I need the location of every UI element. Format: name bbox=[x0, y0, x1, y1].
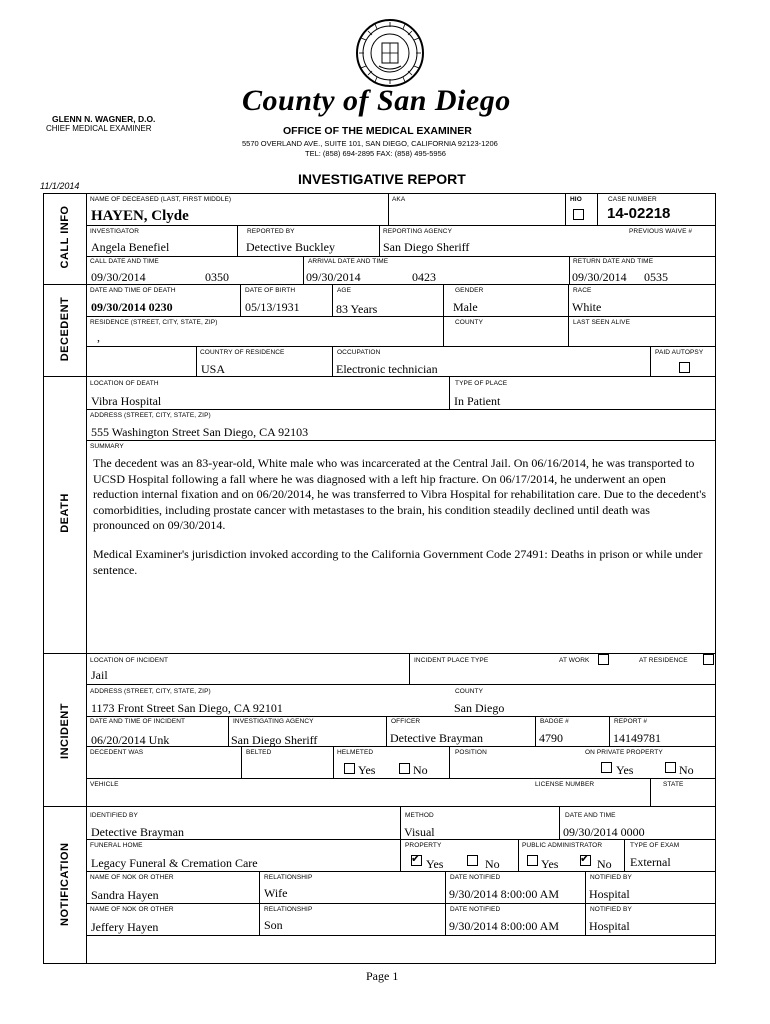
label-country: COUNTRY OF RESIDENCE bbox=[200, 349, 285, 356]
summary-paragraph: The decedent was an 83-year-old, White male who was incarcerated at the Central Jail. On 06/16/2014, he was transported to UCSD Hospital following a fall where he was diagnosed with a left hip fracture. On 06/17/2014, he underwent an open reduction internal fixation and on 06/20/2014, he was transferred to Vibra Hospital for rehabilitation care. Due to the decedent's comorbidities, including prostate cancer with metastases to the brain, his condition steadily declined until death was pronounced on 09/30/2014. bbox=[93, 456, 707, 532]
nok1-relationship: Wife bbox=[264, 886, 288, 900]
label-incident-date-time: DATE AND TIME OF INCIDENT bbox=[90, 718, 186, 725]
office-address: 5570 OVERLAND AVE., SUITE 101, SAN DIEGO, CALIFORNIA 92123-1206 bbox=[242, 139, 498, 148]
at-residence-checkbox[interactable] bbox=[703, 654, 714, 665]
officer: Detective Brayman bbox=[390, 731, 483, 745]
report-number: 14149781 bbox=[613, 731, 661, 745]
type-of-place: In Patient bbox=[454, 394, 501, 408]
age: 83 Years bbox=[336, 302, 378, 316]
incident-county: San Diego bbox=[454, 701, 505, 715]
label-arrival-date-time: ARRIVAL DATE AND TIME bbox=[308, 258, 389, 265]
gender: Male bbox=[453, 300, 478, 314]
public-admin-no-check-icon: ✔ bbox=[580, 852, 590, 865]
summary-jurisdiction: Medical Examiner's jurisdiction invoked according to the California Government Code 27491: Deaths in prison or while under sentence. bbox=[93, 547, 703, 577]
label-incident-address: ADDRESS (STREET, CITY, STATE, ZIP) bbox=[90, 688, 211, 695]
section-divider bbox=[43, 653, 716, 654]
label-funeral-home: FUNERAL HOME bbox=[90, 842, 143, 849]
label-call-date-time: CALL DATE AND TIME bbox=[90, 258, 159, 265]
arrival-time: 0423 bbox=[412, 270, 436, 284]
return-date: 09/30/2014 bbox=[572, 270, 627, 284]
paid-autopsy-checkbox[interactable] bbox=[679, 362, 690, 373]
label-report-number: REPORT # bbox=[614, 718, 648, 725]
label-date-notified: DATE NOTIFIED bbox=[450, 874, 501, 881]
col-line bbox=[559, 806, 560, 839]
col-line bbox=[196, 346, 197, 376]
label-id-date-time: DATE AND TIME bbox=[565, 812, 616, 819]
label-decedent-was: DECEDENT WAS bbox=[90, 749, 144, 756]
row-line bbox=[86, 684, 716, 685]
label-residence: RESIDENCE (STREET, CITY, STATE, ZIP) bbox=[90, 319, 218, 326]
label-return-date-time: RETURN DATE AND TIME bbox=[573, 258, 654, 265]
label-investigating-agency: INVESTIGATING AGENCY bbox=[233, 718, 314, 725]
race: White bbox=[572, 300, 602, 314]
office-phone: TEL: (858) 694-2895 FAX: (858) 495-5956 bbox=[305, 149, 446, 158]
call-date: 09/30/2014 bbox=[91, 270, 146, 284]
at-work-checkbox[interactable] bbox=[598, 654, 609, 665]
label-age: AGE bbox=[337, 287, 352, 294]
label-summary: SUMMARY bbox=[90, 443, 124, 450]
private-no-checkbox[interactable] bbox=[665, 762, 676, 773]
label-nok-name: NAME OF NOK OR OTHER bbox=[90, 874, 174, 881]
method: Visual bbox=[404, 825, 435, 839]
examiner-name: GLENN N. WAGNER, D.O. bbox=[52, 114, 156, 124]
label-incident-place-type: INCIDENT PLACE TYPE bbox=[414, 657, 489, 664]
label-nok2-notified-by: NOTIFIED BY bbox=[590, 906, 632, 913]
label-date-time-death: DATE AND TIME OF DEATH bbox=[90, 287, 176, 294]
label-vehicle: VEHICLE bbox=[90, 781, 119, 788]
reporting-agency: San Diego Sheriff bbox=[383, 240, 470, 254]
col-line bbox=[241, 746, 242, 778]
label-property: PROPERTY bbox=[405, 842, 442, 849]
row-line bbox=[86, 225, 716, 226]
office-title: OFFICE OF THE MEDICAL EXAMINER bbox=[283, 125, 472, 137]
col-line bbox=[443, 284, 444, 346]
label-hio: HIO bbox=[570, 196, 582, 203]
label-public-administrator: PUBLIC ADMINISTRATOR bbox=[522, 842, 603, 849]
label-investigator: INVESTIGATOR bbox=[90, 228, 139, 235]
col-line bbox=[400, 806, 401, 871]
arrival-date: 09/30/2014 bbox=[306, 270, 361, 284]
label-position: POSITION bbox=[455, 749, 487, 756]
property-yes-check-icon: ✔ bbox=[411, 852, 421, 865]
label-reporting-agency: REPORTING AGENCY bbox=[383, 228, 453, 235]
label-death-address: ADDRESS (STREET, CITY, STATE, ZIP) bbox=[90, 412, 211, 419]
row-line bbox=[86, 316, 716, 317]
type-of-exam: External bbox=[630, 855, 671, 869]
col-line bbox=[650, 778, 651, 806]
label-notified-by: NOTIFIED BY bbox=[590, 874, 632, 881]
case-number: 14-02218 bbox=[607, 205, 671, 222]
location-of-incident: Jail bbox=[91, 668, 108, 682]
report-title: INVESTIGATIVE REPORT bbox=[298, 171, 466, 187]
helmeted-no-label: No bbox=[413, 763, 428, 777]
helmeted-no-checkbox[interactable] bbox=[399, 763, 410, 774]
col-line bbox=[650, 346, 651, 376]
label-aka: AKA bbox=[392, 196, 406, 203]
col-line bbox=[333, 746, 334, 778]
label-race: RACE bbox=[573, 287, 592, 294]
row-line bbox=[86, 440, 716, 441]
nok1-date-notified: 9/30/2014 8:00:00 AM bbox=[449, 887, 560, 901]
col-line bbox=[535, 716, 536, 746]
nok2-notified-by: Hospital bbox=[589, 919, 630, 933]
col-line bbox=[409, 653, 410, 684]
label-date-of-birth: DATE OF BIRTH bbox=[245, 287, 296, 294]
section-notification: NOTIFICATION bbox=[59, 842, 71, 926]
property-no-label: No bbox=[485, 857, 500, 871]
col-line bbox=[597, 193, 598, 225]
private-no-label: No bbox=[679, 763, 694, 777]
col-line bbox=[303, 256, 304, 284]
report-date: 11/1/2014 bbox=[40, 181, 80, 191]
investigating-agency: San Diego Sheriff bbox=[231, 733, 318, 747]
funeral-home: Legacy Funeral & Cremation Care bbox=[91, 856, 258, 870]
label-county: COUNTY bbox=[455, 319, 484, 326]
label-officer: OFFICER bbox=[391, 718, 421, 725]
label-type-of-place: TYPE OF PLACE bbox=[455, 380, 508, 387]
section-column-divider bbox=[86, 193, 87, 964]
label-nok-relationship: RELATIONSHIP bbox=[264, 874, 313, 881]
col-line bbox=[569, 256, 570, 284]
public-admin-yes-checkbox[interactable] bbox=[527, 855, 538, 866]
row-line bbox=[86, 778, 716, 779]
residence: , bbox=[97, 330, 100, 344]
row-line bbox=[86, 903, 716, 904]
section-divider bbox=[43, 806, 716, 807]
col-line bbox=[565, 193, 566, 225]
label-paid-autopsy: PAID AUTOPSY bbox=[655, 349, 704, 356]
label-gender: GENDER bbox=[455, 287, 484, 294]
col-line bbox=[240, 284, 241, 316]
label-previous-waive: PREVIOUS WAIVE # bbox=[629, 228, 693, 235]
label-last-seen-alive: LAST SEEN ALIVE bbox=[573, 319, 631, 326]
row-line bbox=[86, 409, 716, 410]
label-nok2-relationship: RELATIONSHIP bbox=[264, 906, 313, 913]
public-admin-no-label: No bbox=[597, 857, 612, 871]
date-of-birth: 05/13/1931 bbox=[245, 300, 300, 314]
property-yes-label: Yes bbox=[426, 857, 444, 871]
col-line bbox=[386, 716, 387, 746]
label-reported-by: REPORTED BY bbox=[247, 228, 295, 235]
col-line bbox=[237, 225, 238, 256]
section-death: DEATH bbox=[59, 493, 71, 533]
col-line bbox=[518, 839, 519, 871]
private-yes-label: Yes bbox=[616, 763, 634, 777]
page-number: Page 1 bbox=[366, 969, 399, 983]
nok2-relationship: Son bbox=[264, 918, 283, 932]
label-occupation: OCCUPATION bbox=[337, 349, 381, 356]
col-line bbox=[568, 284, 569, 346]
label-license-number: LICENSE NUMBER bbox=[535, 781, 595, 788]
occupation: Electronic technician bbox=[336, 362, 438, 376]
label-name-of-deceased: NAME OF DECEASED (LAST, FIRST MIDDLE) bbox=[90, 196, 232, 203]
property-no-checkbox[interactable] bbox=[467, 855, 478, 866]
label-location-of-incident: LOCATION OF INCIDENT bbox=[90, 657, 169, 664]
private-yes-checkbox[interactable] bbox=[601, 762, 612, 773]
county-title: County of San Diego bbox=[242, 84, 511, 117]
row-line bbox=[86, 346, 716, 347]
hio-checkbox[interactable] bbox=[573, 209, 584, 220]
col-line bbox=[624, 839, 625, 871]
date-time-death: 09/30/2014 0230 bbox=[91, 300, 173, 314]
label-type-of-exam: TYPE OF EXAM bbox=[630, 842, 680, 849]
id-date-time: 09/30/2014 0000 bbox=[563, 825, 645, 839]
reported-by: Detective Buckley bbox=[246, 240, 335, 254]
row-line bbox=[86, 871, 716, 872]
row-line bbox=[86, 716, 716, 717]
investigator: Angela Benefiel bbox=[91, 240, 170, 254]
col-line bbox=[449, 746, 450, 778]
col-line bbox=[449, 376, 450, 409]
call-time: 0350 bbox=[205, 270, 229, 284]
row-line bbox=[86, 746, 716, 747]
county-seal bbox=[355, 18, 425, 88]
country: USA bbox=[201, 362, 226, 376]
label-on-private-property: ON PRIVATE PROPERTY bbox=[585, 749, 663, 756]
label-identified-by: IDENTIFIED BY bbox=[90, 812, 138, 819]
examiner-title: CHIEF MEDICAL EXAMINER bbox=[46, 124, 152, 133]
public-admin-yes-label: Yes bbox=[541, 857, 559, 871]
nok1-notified-by: Hospital bbox=[589, 887, 630, 901]
col-line bbox=[609, 716, 610, 746]
row-line bbox=[86, 256, 716, 257]
col-line bbox=[332, 346, 333, 376]
label-location-of-death: LOCATION OF DEATH bbox=[90, 380, 159, 387]
label-at-residence: AT RESIDENCE bbox=[639, 657, 688, 664]
label-method: METHOD bbox=[405, 812, 434, 819]
location-of-death: Vibra Hospital bbox=[91, 394, 162, 408]
col-line bbox=[259, 871, 260, 935]
label-state: STATE bbox=[663, 781, 684, 788]
nok1-name: Sandra Hayen bbox=[91, 888, 159, 902]
incident-date-time: 06/20/2014 Unk bbox=[91, 733, 170, 747]
label-incident-county: COUNTY bbox=[455, 688, 484, 695]
label-belted: BELTED bbox=[246, 749, 272, 756]
col-line bbox=[585, 871, 586, 935]
section-incident: INCIDENT bbox=[59, 703, 71, 759]
helmeted-yes-checkbox[interactable] bbox=[344, 763, 355, 774]
identified-by: Detective Brayman bbox=[91, 825, 184, 839]
badge: 4790 bbox=[539, 731, 563, 745]
col-line bbox=[228, 716, 229, 746]
col-line bbox=[388, 193, 389, 225]
row-line bbox=[86, 935, 716, 936]
section-decedent: DECEDENT bbox=[59, 296, 71, 362]
label-case-number: CASE NUMBER bbox=[608, 196, 657, 203]
nok2-name: Jeffery Hayen bbox=[91, 920, 159, 934]
label-nok2-date-notified: DATE NOTIFIED bbox=[450, 906, 501, 913]
deceased-name: HAYEN, Clyde bbox=[91, 208, 189, 224]
return-time: 0535 bbox=[644, 270, 668, 284]
label-nok2-name: NAME OF NOK OR OTHER bbox=[90, 906, 174, 913]
section-call-info: CALL INFO bbox=[59, 205, 71, 269]
col-line bbox=[332, 284, 333, 316]
label-badge: BADGE # bbox=[540, 718, 569, 725]
label-at-work: AT WORK bbox=[559, 657, 590, 664]
death-address: 555 Washington Street San Diego, CA 92103 bbox=[91, 425, 309, 439]
nok2-date-notified: 9/30/2014 8:00:00 AM bbox=[449, 919, 560, 933]
helmeted-yes-label: Yes bbox=[358, 763, 376, 777]
label-helmeted: HELMETED bbox=[337, 749, 374, 756]
col-line bbox=[445, 871, 446, 935]
col-line bbox=[379, 225, 380, 256]
incident-address: 1173 Front Street San Diego, CA 92101 bbox=[91, 701, 283, 715]
